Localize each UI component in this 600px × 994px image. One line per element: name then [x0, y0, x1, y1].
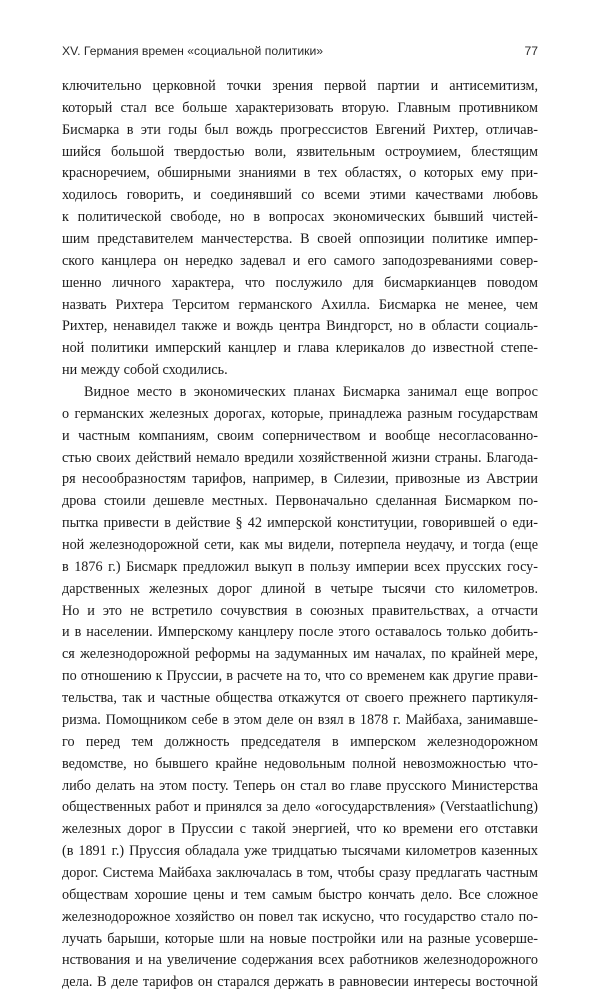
text-line: дела. В деле тарифов он старался держать в равновесии интересы восточной [62, 974, 538, 991]
text-line: Видное место в экономических планах Бисмарка занимал еще вопрос [84, 384, 538, 401]
text-line: ря несообразностям тарифов, например, в Силезии, привозные из Австрии [62, 471, 538, 488]
text-line: ходилось говорить, и соединявший со всеми этими качествами любовь [62, 187, 538, 204]
text-line: либо делать на этом посту. Теперь он стал во главе прусского Министерства [62, 777, 538, 794]
text-line: и частным компаниям, своим соперничеством и вообще несогласованно- [62, 427, 538, 444]
running-header [62, 44, 538, 64]
page-number: 77 [524, 44, 538, 58]
text-line: Бисмарка в эти годы был вождь прогрессистов Евгений Рихтер, отличав- [62, 121, 538, 138]
text-line: Но и это не встретило сочувствия в союзных правительствах, а отчасти [62, 602, 538, 619]
body-text [62, 76, 538, 994]
text-line: Рихтер, ненавидел также и вождь центра Виндгорст, но в области социаль- [62, 318, 538, 335]
text-line: (в 1891 г.) Пруссия обладала уже тридцатью тысячами километров казенных [62, 843, 538, 860]
text-line: красноречием, обширными знаниями в тех областях, о которых ему при- [62, 165, 538, 182]
text-line: дрова стоили дешевле местных. Первоначально сделанная Бисмарком по- [62, 493, 538, 510]
text-line: ского канцлера он нередко задевал и его самого заподозреваниями совер- [62, 252, 538, 269]
text-line: тельства, так и частные общества откажутся от своего прежнего партикуля- [62, 690, 538, 707]
text-line: о германских железных дорогах, которые, принадлежа разным государствам [62, 405, 538, 422]
text-line: го перед тем должность председателя в имперском железнодорожном [62, 733, 538, 750]
text-line: ной политики имперский канцлер и глава клерикалов до известной степе- [62, 340, 538, 357]
text-line: по отношению к Пруссии, в расчете на то, что со временем как другие прави- [62, 668, 538, 685]
text-line: шенно личного характера, что послужило для бисмаркианцев поводом [62, 274, 538, 291]
text-line: ни между собой сходились. [62, 362, 228, 379]
text-line: к политической свободе, но в вопросах экономических бывший чистей- [62, 209, 538, 226]
text-line: шим представителем манчестерства. В своей оппозиции политике импер- [62, 231, 538, 248]
text-line: ведомстве, но бывшего крайне недовольным полной невозможностью что- [62, 755, 538, 772]
text-line: дорог. Система Майбаха заключалась в том, чтобы сразу предлагать частным [62, 864, 538, 881]
text-line: и в населении. Имперскому канцлеру после этого оставалось только добить- [62, 624, 538, 641]
text-line: в 1876 г.) Бисмарк предложил выкуп в пользу империи всех прусских госу- [62, 558, 538, 575]
text-line: нствования и на увеличение содержания всех работников железнодорожного [62, 952, 538, 969]
text-line: обществам хорошие цены и тем самым быстро кончать дело. Все сложное [62, 886, 538, 903]
text-line: ся железнодорожной реформы на задуманных им началах, по крайней мере, [62, 646, 538, 663]
text-line: который стал все больше характеризовать вторую. Главным противником [62, 99, 538, 116]
running-title: XV. Германия времен «социальной политики» [62, 44, 324, 58]
text-line: ной железнодорожной сети, как мы видели, потерпела неудачу, и тогда (еще [62, 537, 538, 554]
text-line: ключительно церковной точки зрения первой партии и антисемитизм, [62, 78, 538, 94]
text-line: железнодорожное хозяйство он повел так искусно, что государство стало по- [62, 908, 538, 925]
text-line: пытка привести в действие § 42 имперской конституции, говорившей о еди- [62, 515, 538, 532]
text-line: лучать барыши, которые шли на новые постройки или на разные усоверше- [62, 930, 538, 947]
text-line: ризма. Помощником себе в этом деле он взял в 1878 г. Майбаха, занимавше- [62, 711, 538, 728]
text-line: дарственных железных дорог длиной в четыре тысячи сто километров. [62, 580, 538, 597]
text-line: стью своих действий немало вредили хозяйственной жизни страны. Благода- [62, 449, 538, 466]
text-line: шийся большой твердостью воли, язвительным остроумием, блестящим [62, 143, 538, 160]
text-line: общественных работ и принялся за дело «огосударствления» (Verstaatlichung) [62, 799, 538, 816]
text-line: назвать Рихтера Терситом германского Ахилла. Бисмарка не менее, чем [62, 296, 538, 313]
text-line: железных дорог в Пруссии с такой энергией, что ко времени его отставки [62, 821, 538, 838]
